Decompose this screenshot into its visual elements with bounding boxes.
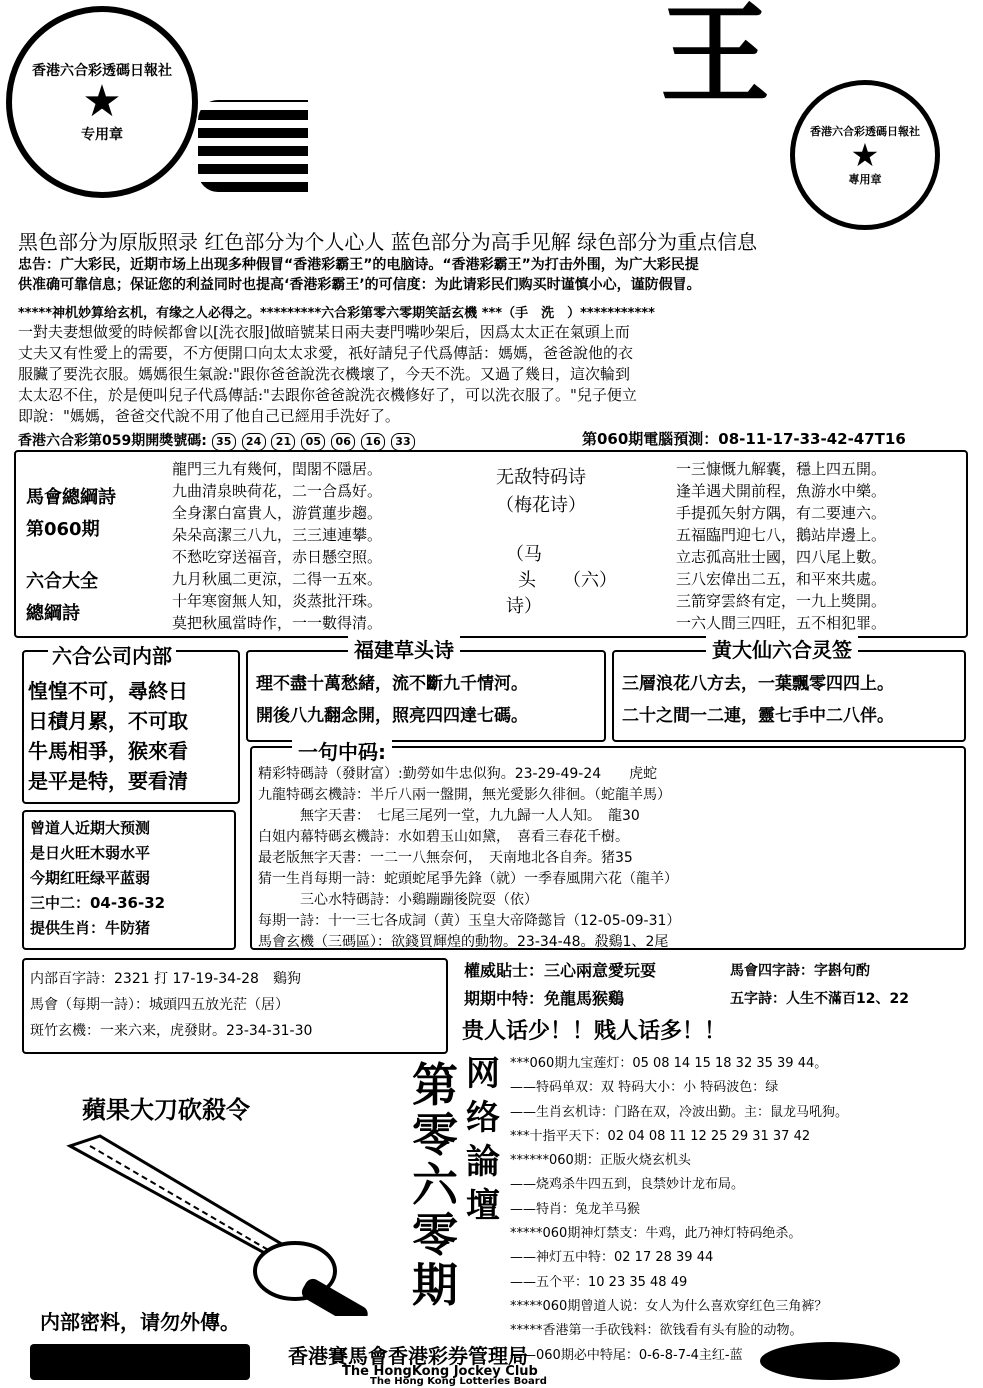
masthead-left-art: [198, 100, 308, 192]
poem-center-title: （梅花诗）: [496, 495, 586, 516]
footer-logo-right: [760, 1342, 900, 1380]
notice-line-1: 忠告：广大彩民，近期市场上出现多种假冒“香港彩霸王”的电脑诗。“香港彩霸王”为打击外围，为广大彩民提: [18, 257, 699, 273]
result-ball: 21: [271, 433, 295, 451]
seal-right-sub: 專用章: [848, 173, 882, 186]
poem-center-note4: 诗）: [506, 596, 542, 617]
zeng-title: 曾道人近期大预测: [30, 819, 151, 837]
one-sentence-line: 九龍特碼玄機詩：半斤八兩一盤開，無光愛影久徘徊。（蛇龍羊馬）: [258, 787, 671, 803]
footer-en1: The HongKong Jockey Club: [342, 1364, 538, 1379]
results-bar: [18, 430, 416, 451]
bottom-line: ——特肖：兔龙羊马猴: [510, 1201, 641, 1217]
huang-title: 黄大仙六合灵签: [706, 634, 858, 663]
seal-left-sub: 专用章: [81, 127, 123, 143]
poem-mid: [172, 458, 382, 634]
company-line: 是平是特，要看清: [28, 769, 188, 793]
authority-line1b: 馬會四字詩：字斟句酌: [730, 963, 870, 979]
company-lines: [28, 676, 188, 796]
inner-lines: [30, 966, 312, 1044]
poem-line: 一六人間三四旺，五不相犯罪。: [676, 614, 887, 632]
joke-body: [18, 322, 637, 427]
poem-line: 五福臨門迎七八，鵝站岸邊上。: [676, 526, 887, 544]
inner-line: 馬會（每期一詩）：城頭四五放光茫（居）: [30, 997, 289, 1013]
bottom-line: ——生肖玄机诗：门路在双，冷波出勤。主：鼠龙马吼狗。: [510, 1104, 849, 1120]
one-sentence-title: 一句中码:: [292, 736, 392, 765]
poem-line: 一三慷慨九解囊，穩上四五開。: [676, 460, 887, 478]
computer-prediction: 第060期電腦預測：08-11-17-33-42-47T16: [582, 430, 906, 448]
bottom-line: ——特码单双：双 特码大小：小 特码波色：绿: [510, 1080, 779, 1096]
bottom-line: ——五个平：10 23 35 48 49: [510, 1274, 688, 1290]
company-line: 牛馬相爭，猴來看: [28, 739, 188, 763]
apple-footer-text: 内部密料，请勿外傳。: [40, 1310, 240, 1334]
result-ball: 35: [212, 433, 236, 451]
inner-line: 斑竹玄機：一来六来，虎發財。23-34-31-30: [30, 1023, 313, 1039]
huang-line: 三層浪花八方去，一葉飄零四四上。: [622, 674, 894, 694]
poem-line: 莫把秋風當時作，一一數得清。: [172, 614, 383, 632]
color-legend: 黑色部分为原版照录 红色部分为个人心人 蓝色部分为高手见解 绿色部分为重点信息: [18, 230, 758, 254]
bottom-line: ——060期必中特尾：0-6-8-7-4主红-蓝: [510, 1347, 743, 1363]
result-ball: 05: [301, 433, 325, 451]
poem-center-note2: 头: [518, 570, 536, 591]
footer-en2: The Hong Kong Lotteries Board: [370, 1376, 547, 1387]
one-sentence-line: 無字天書： 七尾三尾列一堂，九九歸一人人知。 龍30: [258, 808, 640, 824]
poem-left-titles: [26, 482, 116, 630]
zeng-lines: [30, 816, 165, 941]
bottom-line: ——神灯五中特：02 17 28 39 44: [510, 1250, 714, 1266]
zeng-line: 提供生肖：牛防猪: [30, 919, 151, 937]
joke-line: 一對夫妻想做愛的時候都會以[洗衣服]做暗號某日兩夫妻門嘴吵架后，因爲太太正在氣頭上而: [18, 323, 630, 341]
apple-title: 蘋果大刀砍殺令: [82, 1096, 250, 1124]
one-sentence-line: 白姐内幕特碼玄機詩：水如碧玉山如黛， 喜看三春花千樹。: [258, 829, 629, 845]
authority-line2a: 期期中特：免龍馬猴鷄: [464, 989, 625, 1008]
results-label: 香港六合彩第059期開獎號碼:: [18, 433, 207, 449]
poem-center: [496, 464, 586, 520]
fujian-title: 福建草头诗: [348, 634, 460, 663]
vertical-forum: 网络論壇: [466, 1054, 500, 1226]
poem-line: 立志孤高壯士國，四八尾上數。: [676, 548, 887, 566]
joke-line: 太太忍不住，於是便叫兒子代爲傳話:"去跟你爸爸說洗衣機修好了，可以洗衣服了。"兒子便立: [18, 386, 637, 404]
bottom-line: *****060期神灯禁支：牛鸡，此乃神灯特码绝杀。: [510, 1226, 802, 1242]
authority-line1a: 權威貼士：三心兩意愛玩耍: [464, 961, 657, 980]
star-icon: ★: [850, 136, 880, 174]
poem-title: 總綱詩: [26, 603, 80, 624]
bottom-line: ***十指平天下：02 04 08 11 12 25 29 31 37 42: [510, 1128, 811, 1144]
fujian-line: 理不盡十萬愁緒，流不斷九千情河。: [256, 674, 528, 694]
company-title: 六合公司内部: [48, 640, 176, 669]
huang-line: 二十之間一二連，靈七手中二八伴。: [622, 706, 894, 726]
knife-handle: [299, 1276, 371, 1316]
fujian-line: 開後八九翻念開，照亮四四達七碼。: [256, 706, 528, 726]
bottom-line: ***060期九宝莲灯：05 08 14 15 18 32 35 39 44。: [510, 1056, 828, 1071]
poem-line: 朵朵高潔三八九，三三連連攀。: [172, 526, 383, 544]
zeng-line: 三中二：04-36-32: [30, 894, 166, 912]
result-ball: 16: [361, 433, 385, 451]
bottom-line: *****060期曾道人说：女人为什么喜欢穿红色三角裤？: [510, 1298, 828, 1314]
bottom-line: ——烧鸡杀牛四五到，良禁妙计龙布局。: [510, 1177, 745, 1193]
knife-illustration: [60, 1126, 390, 1316]
poem-line: 全身潔白富貴人，游賞蓮步趨。: [172, 504, 383, 522]
one-sentence-line: 最老版無字天書：一二一八無奈何， 天南地北各自奔。猪35: [258, 850, 633, 866]
result-ball: 33: [391, 433, 415, 451]
masthead-right: 王: [660, 0, 770, 119]
result-ball: 06: [331, 433, 355, 451]
bottom-line: ******060期：正版火烧玄机头: [510, 1153, 691, 1169]
one-sentence-line: 三心水特碼詩：小鷄蹦蹦後院耍（依）: [258, 892, 538, 908]
authority-slogan: 贵人话少！！贱人话多！！: [462, 1019, 727, 1044]
poem-line: 手提孤矢射方隅，有二要連六。: [676, 504, 887, 522]
poem-center-note3: （六）: [572, 570, 617, 591]
authority-line2b: 五字詩：人生不滿百12、22: [730, 991, 909, 1007]
result-ball: 24: [242, 433, 266, 451]
one-sentence-line: 猜一生肖每期一詩：蛇頭蛇尾爭先鋒（就）一季春風開六花（龍羊）: [258, 871, 678, 887]
zeng-line: 今期红旺绿平蓝弱: [30, 869, 151, 887]
one-sentence-line: 精彩特碼詩（發財富）:勤勞如牛忠似狗。23-29-49-24 虎蛇: [258, 766, 658, 782]
poem-center-title: 无敌特码诗: [496, 467, 586, 488]
one-sentence-lines: [258, 764, 680, 953]
fujian-lines: [256, 668, 528, 732]
poem-line: 龍門三九有幾何，閏閣不隱居。: [172, 460, 383, 478]
star-icon: ★: [82, 76, 122, 127]
poem-line: 九曲清泉映荷花，二一合爲好。: [172, 482, 383, 500]
seal-left: [6, 6, 198, 198]
poem-line: 三箭穿雲終有定，一九上獎開。: [676, 592, 887, 610]
company-line: 惶惶不可，尋終日: [28, 679, 188, 703]
inner-line: 内部百字詩：2321 打 17-19-34-28 鷄狗: [30, 971, 301, 987]
notice-line-2: 供准确可靠信息；保证您的利益同时也提高‘香港彩霸王’的可信度：为此请彩民们购买时谨慎小心，谨防假冒。: [18, 277, 701, 293]
poem-center-note: [506, 542, 617, 620]
footer-logo-left: [30, 1344, 250, 1380]
poem-title: 第060期: [26, 519, 100, 540]
joke-line: 服臟了要洗衣服。媽媽很生氣說:"跟你爸爸說洗衣機壞了，今天不洗。又過了幾日，這次輪到: [18, 365, 630, 383]
one-sentence-line: 每期一詩：十一三七各成詞（黄）玉皇大帝降懿旨（12-05-09-31）: [258, 913, 681, 929]
poem-line: 十年寒窗無人知，炎蒸批汗珠。: [172, 592, 383, 610]
seal-right-text: 香港六合彩透碼日報社: [810, 125, 920, 138]
seal-right: [790, 80, 940, 230]
poem-title: 馬會總綱詩: [26, 487, 116, 508]
poem-center-note1: （马: [506, 544, 542, 565]
bottom-list: [510, 1052, 848, 1368]
one-sentence-line: 馬會玄機（三碼區）：欲錢買輝煌的動物。23-34-48。殺鷄1、2尾: [258, 934, 669, 950]
poem-line: 三八宏偉出二五，和平來共處。: [676, 570, 887, 588]
poem-line: 九月秋風二更涼，二得一五來。: [172, 570, 383, 588]
footer-cn: 香港賽馬會香港彩券管理局: [288, 1344, 528, 1368]
bottom-line: *****香港第一手砍钱料：欲钱看有头有脸的动物。: [510, 1323, 803, 1339]
poem-title: 六合大全: [26, 571, 98, 592]
poem-right: [676, 458, 886, 634]
huang-lines: [622, 668, 894, 732]
joke-header: *****神机妙算给玄机，有缘之人必得之。*********六合彩第零六零期笑話玄機 ***（手 洗 ）***********: [18, 306, 655, 321]
zeng-line: 是日火旺木弱水平: [30, 844, 151, 862]
vertical-issue: 第零六零期: [412, 1058, 458, 1312]
seal-left-text: 香港六合彩透碼日報社: [32, 63, 172, 79]
joke-line: 即說："媽媽，爸爸交代說不用了他自己已經用手洗好了。: [18, 407, 400, 425]
joke-line: 丈夫又有性愛上的需要，不方便開口向太太求愛，祇好請兒子代爲傳話：媽媽，爸爸說他的衣: [18, 344, 634, 362]
poem-line: 不愁吃穿送福音，赤日懸空照。: [172, 548, 383, 566]
poem-line: 逢羊遇犬開前程，魚游水中樂。: [676, 482, 887, 500]
company-line: 日積月累，不可取: [28, 709, 188, 733]
